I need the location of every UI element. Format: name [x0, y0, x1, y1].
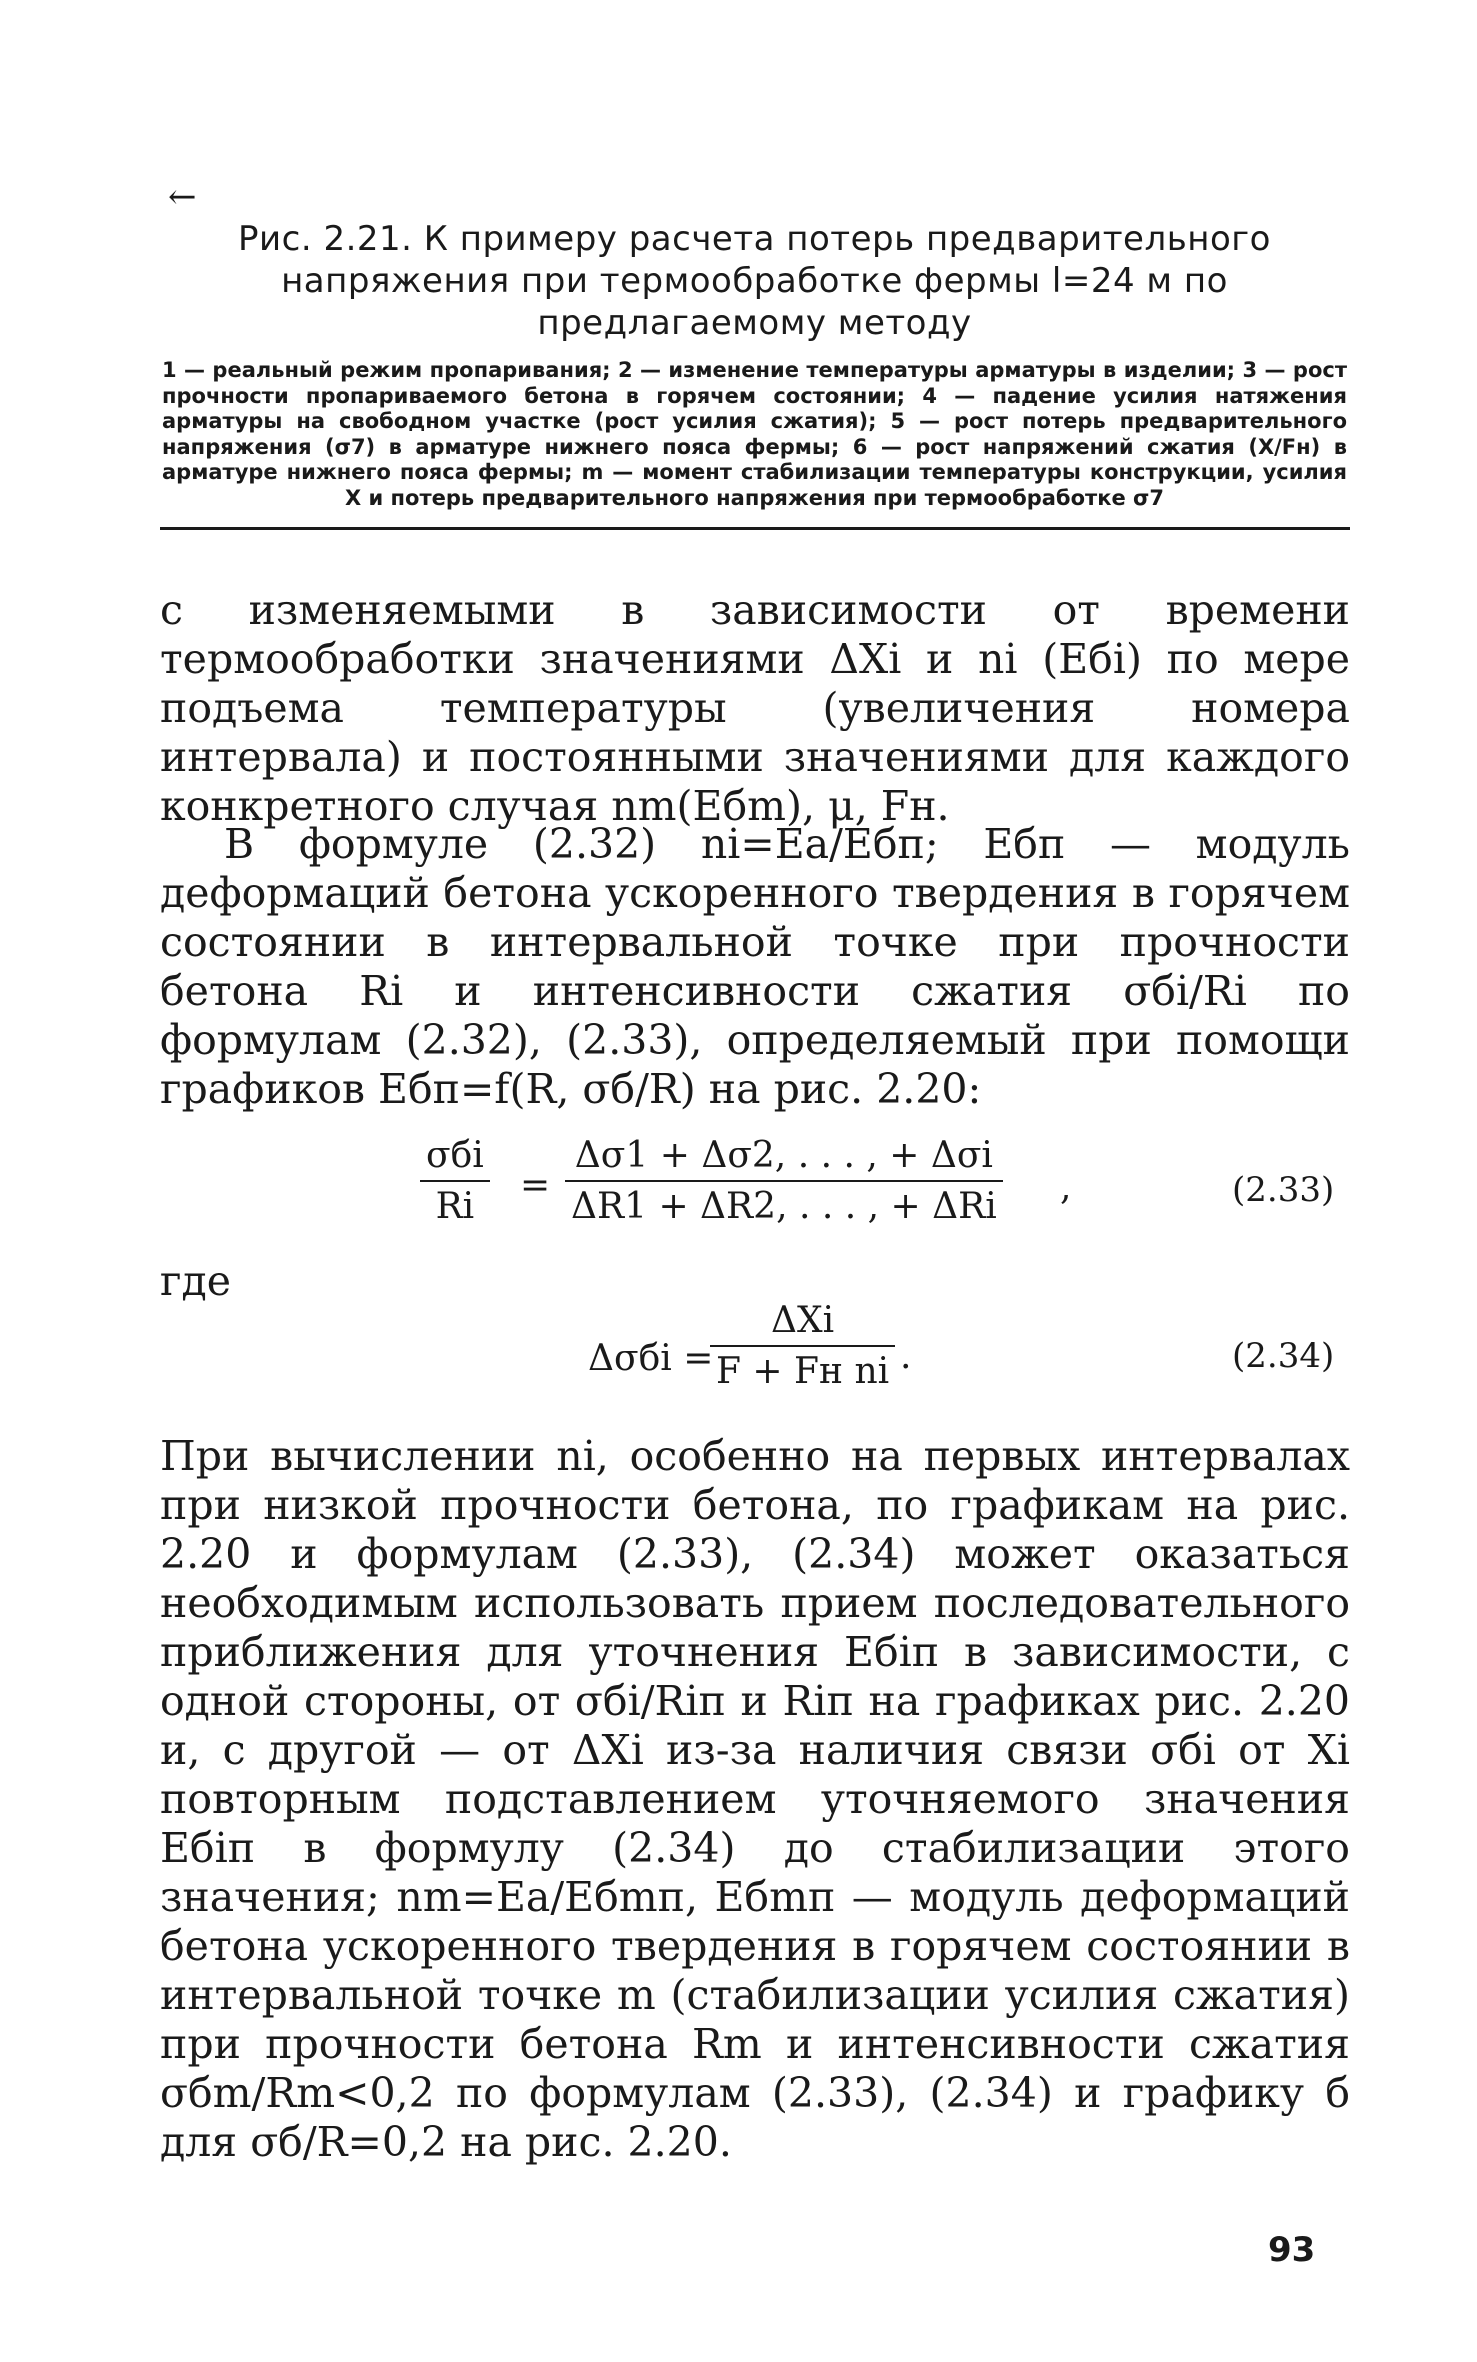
back-arrow-icon: ←: [168, 177, 197, 217]
eq233-rhs-bar: [565, 1180, 1003, 1182]
eq233-lhs-bar: [420, 1180, 490, 1182]
eq233-lhs-numerator: σбi: [426, 1135, 484, 1176]
eq233-lhs-fraction: [420, 1135, 490, 1227]
page-number: 93: [1268, 2230, 1316, 2270]
paragraph-2: В формуле (2.32) ni=Eа/Eбп; Eбп — модуль деформаций бетона ускоренного твердения в горячем состоянии в интервальной точке при прочности бетона Ri и интенсивности сжатия σбi/Ri по формулам (2.32), (2.33), определяемый при помощи графиков Eбп=f(R, σб/R) на рис. 2.20:: [160, 820, 1350, 1113]
eq233-lhs-denominator: Ri: [435, 1186, 475, 1227]
where-word: где: [160, 1257, 231, 1305]
eq233-rhs-denominator: ΔR1 + ΔR2, . . . , + ΔRi: [571, 1186, 997, 1227]
equation-number-2-33: (2.33): [1232, 1170, 1335, 1210]
eq233-rhs-numerator: Δσ1 + Δσ2, . . . , + Δσi: [574, 1135, 993, 1176]
equation-2-33: [420, 1135, 1200, 1245]
equation-2-34: [420, 1300, 1200, 1410]
eq233-equals: =: [520, 1165, 551, 1206]
eq234-period: .: [900, 1336, 912, 1377]
caption-title: Рис. 2.21. К примеру расчета потерь предварительного напряжения при термообработке фермы l=24 м по предлагаемому методу: [238, 219, 1271, 343]
figure-caption: [162, 218, 1347, 511]
eq234-rhs-bar: [710, 1345, 895, 1347]
paragraph-1: с изменяемыми в зависимости от времени термообработки значениями ΔXi и ni (Eбi) по мере подъема температуры (увеличения номера интервала) и постоянными значениями для каждого конкретного случая nm(Eбm), μ, Fн.: [160, 586, 1350, 830]
equation-number-2-34: (2.34): [1232, 1336, 1335, 1376]
eq234-rhs-numerator: ΔXi: [771, 1300, 835, 1341]
eq233-rhs-fraction: [565, 1135, 1003, 1227]
eq233-comma: ,: [1060, 1167, 1072, 1208]
eq234-lhs: Δσбi =: [588, 1338, 714, 1379]
caption-divider: [160, 527, 1350, 530]
caption-legend: 1 — реальный режим пропаривания; 2 — изменение температуры арматуры в изделии; 3 — рост прочности пропариваемого бетона в горячем состоянии; 4 — падение усилия натяжения арматуры на свободном участке (рост усилия сжатия); 5 — рост потерь предварительного напряжения (σ7) в арматуре нижнего пояса фермы; 6 — рост напряжений сжатия (X/Fн) в арматуре нижнего пояса фермы; m — момент стабилизации температуры конструкции, усилия X и потерь предварительного напряжения при термообработке σ7: [162, 358, 1347, 510]
eq234-rhs-fraction: [710, 1300, 895, 1392]
paragraph-3: При вычислении ni, особенно на первых интервалах при низкой прочности бетона, по графикам на рис. 2.20 и формулам (2.33), (2.34) может оказаться необходимым использовать прием последовательного приближения для уточнения Eбiп в зависимости, с одной стороны, от σбi/Riп и Riп на графиках рис. 2.20 и, с другой — от ΔXi из-за наличия связи σбi от Xi повторным подставлением уточняемого значения Eбiп в формулу (2.34) до стабилизации этого значения; nm=Eа/Eбmп, Eбmп — модуль деформаций бетона ускоренного твердения в горячем состоянии в интервальной точке m (стабилизации усилия сжатия) при прочности бетона Rm и интенсивности сжатия σбm/Rm<0,2 по формулам (2.33), (2.34) и графику б для σб/R=0,2 на рис. 2.20.: [160, 1432, 1350, 2166]
eq234-rhs-denominator: F + Fн ni: [716, 1351, 890, 1392]
